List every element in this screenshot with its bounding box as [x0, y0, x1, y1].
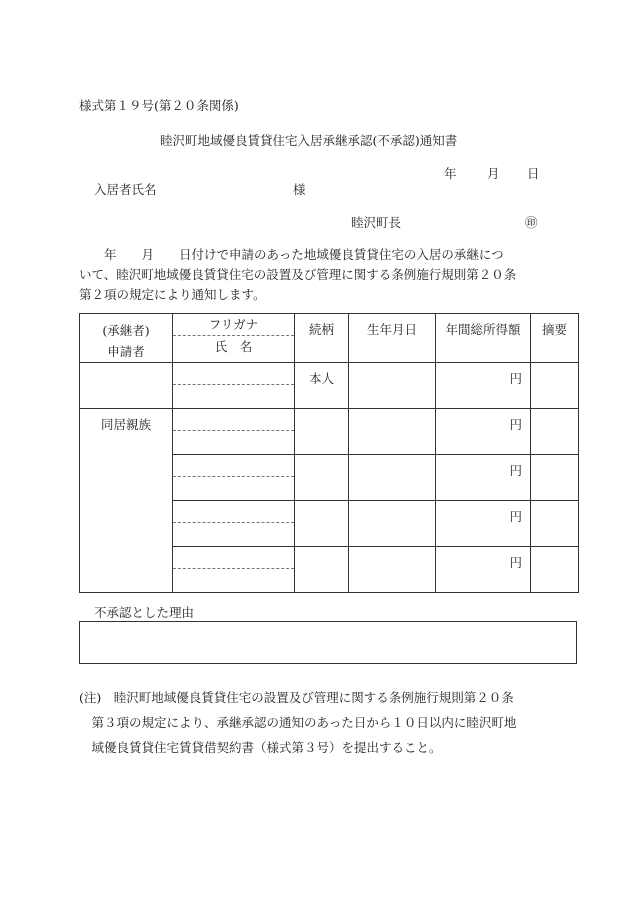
header-relationship: 続柄 — [295, 314, 349, 363]
name-cell — [173, 455, 295, 501]
remarks-cell — [531, 363, 579, 409]
name-cell — [173, 501, 295, 547]
issuer-label: 睦沢町長 — [351, 215, 402, 230]
name-cell — [173, 363, 295, 409]
note-section — [79, 685, 579, 760]
income-yen: 円 — [436, 547, 531, 593]
income-yen: 円 — [436, 363, 531, 409]
header-successor-label: (承継者) — [102, 323, 150, 338]
income-yen: 円 — [436, 501, 531, 547]
cohabiting-label: 同居親族 — [80, 409, 173, 593]
remarks-cell — [531, 455, 579, 501]
relationship-self: 本人 — [295, 363, 349, 409]
relationship-cell — [295, 547, 349, 593]
recipient-label: 入居者氏名 — [94, 182, 157, 197]
name-field — [173, 431, 294, 453]
remarks-cell — [531, 547, 579, 593]
birthdate-cell — [349, 363, 436, 409]
birthdate-cell — [349, 547, 436, 593]
relationship-cell — [295, 455, 349, 501]
date-year: 年 — [444, 166, 457, 181]
name-field — [173, 569, 294, 591]
header-income: 年間総所得額 — [436, 314, 531, 363]
notice-body — [79, 245, 579, 305]
applicant-empty-cell — [80, 363, 173, 409]
income-yen: 円 — [436, 409, 531, 455]
note-line: 第３項の規定により、承継承認の通知のあった日から１０日以内に睦沢町地 — [79, 715, 517, 730]
furigana-field — [173, 409, 294, 431]
header-remarks: 摘要 — [531, 314, 579, 363]
header-name-cell — [173, 314, 295, 363]
name-field — [173, 523, 294, 545]
reason-box — [79, 621, 577, 664]
header-name: 氏 名 — [214, 339, 253, 354]
furigana-field — [173, 547, 294, 569]
recipient-honorific: 様 — [293, 182, 306, 197]
name-field — [173, 385, 294, 407]
date-day: 日 — [527, 166, 540, 181]
income-yen: 円 — [436, 455, 531, 501]
body-line: いて、睦沢町地域優良賃貸住宅の設置及び管理に関する条例施行規則第２０条 — [79, 267, 517, 282]
seal-mark: ㊞ — [525, 215, 538, 230]
name-field — [173, 477, 294, 499]
furigana-field — [173, 455, 294, 477]
birthdate-cell — [349, 409, 436, 455]
document-title: 睦沢町地域優良賃貸住宅入居承継承認(不承認)通知書 — [160, 133, 458, 148]
header-applicant-label: 申請者 — [107, 344, 145, 359]
header-furigana: フリガナ — [173, 314, 294, 336]
relationship-cell — [295, 501, 349, 547]
household-table — [79, 313, 579, 593]
table-row — [80, 409, 579, 455]
date-month: 月 — [487, 166, 500, 181]
remarks-cell — [531, 501, 579, 547]
header-birthdate: 生年月日 — [349, 314, 436, 363]
name-cell — [173, 409, 295, 455]
table-row — [80, 363, 579, 409]
note-line: (注) 睦沢町地域優良賃貸住宅の設置及び管理に関する条例施行規則第２０条 — [79, 690, 514, 705]
form-number: 様式第１９号(第２０条関係) — [79, 98, 239, 113]
body-line: 年 月 日付けで申請のあった地域優良賃貸住宅の入居の承継につ — [79, 247, 504, 262]
name-cell — [173, 547, 295, 593]
furigana-field — [173, 501, 294, 523]
reason-label: 不承認とした理由 — [94, 605, 195, 620]
birthdate-cell — [349, 455, 436, 501]
relationship-cell — [295, 409, 349, 455]
body-line: 第２項の規定により通知します。 — [79, 287, 266, 302]
furigana-field — [173, 363, 294, 385]
note-line: 域優良賃貸住宅賃貸借契約書（様式第３号）を提出すること。 — [79, 740, 442, 755]
birthdate-cell — [349, 501, 436, 547]
table-header-row — [80, 314, 579, 363]
remarks-cell — [531, 409, 579, 455]
header-applicant — [80, 314, 173, 363]
